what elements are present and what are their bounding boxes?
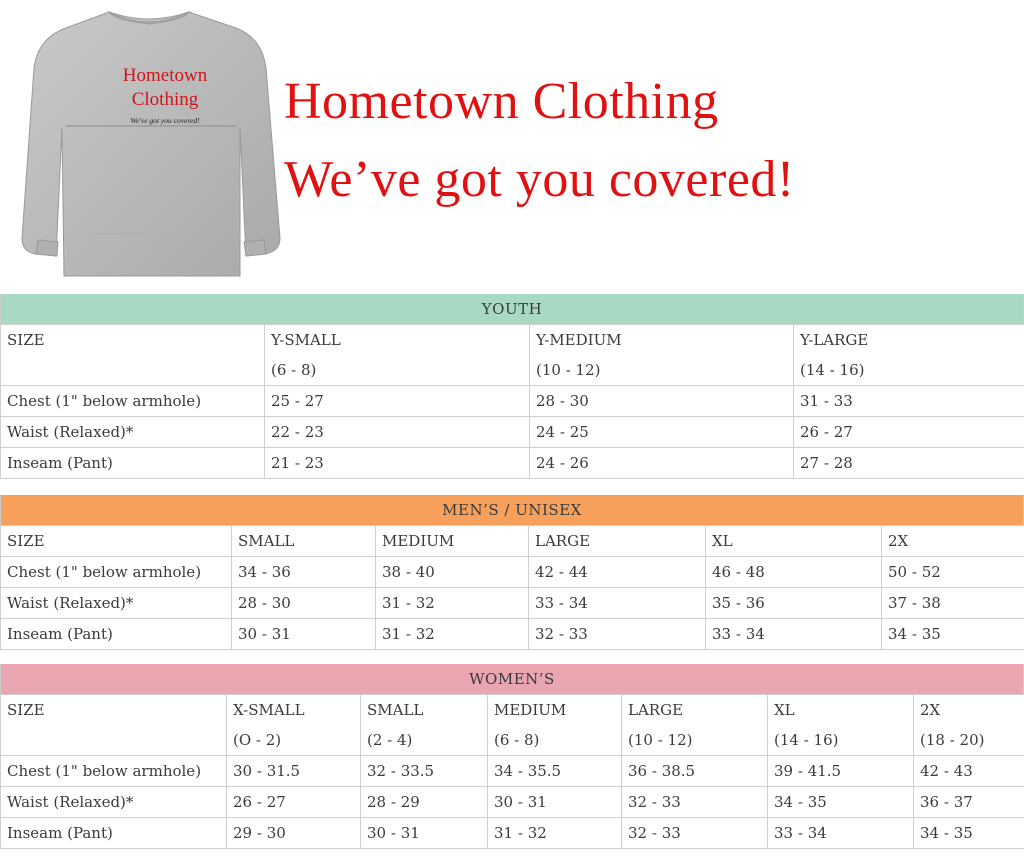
shirt-line-2: Clothing	[131, 89, 199, 110]
size-name: Y-LARGE	[794, 325, 1024, 356]
empty-cell	[1, 725, 227, 756]
size-name: XL	[768, 695, 914, 726]
shirt-print-tagline: We've got you covered!	[130, 116, 200, 125]
cell: 39 - 41.5	[768, 756, 914, 787]
size-range: (O - 2)	[227, 725, 361, 756]
row-label: Waist (Relaxed)*	[1, 787, 227, 818]
cell: 25 - 27	[265, 386, 530, 417]
empty-cell	[1, 355, 265, 386]
long-sleeve-shirt-icon	[14, 8, 284, 284]
size-range: (14 - 16)	[794, 355, 1024, 386]
table-row	[1, 588, 1024, 619]
mens-size-table	[0, 495, 1024, 650]
size-range: (18 - 20)	[914, 725, 1024, 756]
size-range: (6 - 8)	[488, 725, 622, 756]
cell: 28 - 30	[530, 386, 794, 417]
size-name: 2X	[882, 526, 1024, 557]
cell: 34 - 35	[882, 619, 1024, 650]
cell: 31 - 33	[794, 386, 1024, 417]
shirt-line-1: Hometown	[122, 65, 208, 86]
headline-brand: Hometown Clothing	[284, 73, 719, 130]
cell: 33 - 34	[768, 818, 914, 849]
cell: 32 - 33	[622, 787, 768, 818]
table-row	[1, 695, 1024, 726]
cell: 22 - 23	[265, 417, 530, 448]
cell: 28 - 29	[361, 787, 488, 818]
size-name: SMALL	[232, 526, 376, 557]
cell: 36 - 38.5	[622, 756, 768, 787]
row-label: Chest (1" below armhole)	[1, 756, 227, 787]
headline-tagline: We’ve got you covered!	[284, 151, 795, 208]
cell: 36 - 37	[914, 787, 1024, 818]
youth-size-table	[0, 294, 1024, 479]
size-header: SIZE	[1, 325, 265, 356]
row-label: Inseam (Pant)	[1, 448, 265, 479]
youth-title: YOUTH	[0, 294, 1024, 324]
table-row	[1, 756, 1024, 787]
cell: 31 - 32	[488, 818, 622, 849]
cell: 35 - 36	[706, 588, 882, 619]
table-row	[1, 526, 1024, 557]
size-name: X-SMALL	[227, 695, 361, 726]
cell: 21 - 23	[265, 448, 530, 479]
womens-size-table	[0, 664, 1024, 849]
header-banner	[0, 0, 1024, 290]
cell: 30 - 31.5	[227, 756, 361, 787]
cell: 50 - 52	[882, 557, 1024, 588]
table-row	[1, 725, 1024, 756]
cell: 30 - 31	[488, 787, 622, 818]
size-name: SMALL	[361, 695, 488, 726]
cell: 34 - 36	[232, 557, 376, 588]
size-name: MEDIUM	[376, 526, 529, 557]
cell: 28 - 30	[232, 588, 376, 619]
row-label: Waist (Relaxed)*	[1, 588, 232, 619]
cell: 32 - 33	[529, 619, 706, 650]
table-row	[1, 355, 1024, 386]
table-row	[1, 325, 1024, 356]
shirt-illustration	[14, 8, 284, 284]
cell: 26 - 27	[227, 787, 361, 818]
size-range: (14 - 16)	[768, 725, 914, 756]
shirt-print-title	[60, 64, 270, 112]
cell: 30 - 31	[361, 818, 488, 849]
row-label: Inseam (Pant)	[1, 619, 232, 650]
size-range: (10 - 12)	[530, 355, 794, 386]
mens-table	[0, 525, 1024, 650]
size-name: LARGE	[622, 695, 768, 726]
cell: 46 - 48	[706, 557, 882, 588]
row-label: Chest (1" below armhole)	[1, 386, 265, 417]
cell: 24 - 26	[530, 448, 794, 479]
mens-title: MEN’S / UNISEX	[0, 495, 1024, 525]
size-name: XL	[706, 526, 882, 557]
size-name: MEDIUM	[488, 695, 622, 726]
cell: 42 - 43	[914, 756, 1024, 787]
cell: 42 - 44	[529, 557, 706, 588]
size-range: (10 - 12)	[622, 725, 768, 756]
row-label: Chest (1" below armhole)	[1, 557, 232, 588]
table-row	[1, 386, 1024, 417]
cell: 32 - 33.5	[361, 756, 488, 787]
cell: 26 - 27	[794, 417, 1024, 448]
cell: 34 - 35.5	[488, 756, 622, 787]
womens-table	[0, 694, 1024, 849]
size-range: (6 - 8)	[265, 355, 530, 386]
table-row	[1, 417, 1024, 448]
cell: 32 - 33	[622, 818, 768, 849]
cell: 30 - 31	[232, 619, 376, 650]
cell: 24 - 25	[530, 417, 794, 448]
size-name: LARGE	[529, 526, 706, 557]
size-name: Y-SMALL	[265, 325, 530, 356]
cell: 38 - 40	[376, 557, 529, 588]
cell: 31 - 32	[376, 619, 529, 650]
row-label: Waist (Relaxed)*	[1, 417, 265, 448]
cell: 29 - 30	[227, 818, 361, 849]
table-row	[1, 818, 1024, 849]
size-name: Y-MEDIUM	[530, 325, 794, 356]
cell: 34 - 35	[768, 787, 914, 818]
table-row	[1, 557, 1024, 588]
row-label: Inseam (Pant)	[1, 818, 227, 849]
table-row	[1, 448, 1024, 479]
table-row	[1, 787, 1024, 818]
size-range: (2 - 4)	[361, 725, 488, 756]
cell: 34 - 35	[914, 818, 1024, 849]
cell: 33 - 34	[529, 588, 706, 619]
cell: 37 - 38	[882, 588, 1024, 619]
cell: 27 - 28	[794, 448, 1024, 479]
size-header: SIZE	[1, 695, 227, 726]
youth-table	[0, 324, 1024, 479]
size-header: SIZE	[1, 526, 232, 557]
cell: 31 - 32	[376, 588, 529, 619]
womens-title: WOMEN’S	[0, 664, 1024, 694]
cell: 33 - 34	[706, 619, 882, 650]
table-row	[1, 619, 1024, 650]
size-name: 2X	[914, 695, 1024, 726]
